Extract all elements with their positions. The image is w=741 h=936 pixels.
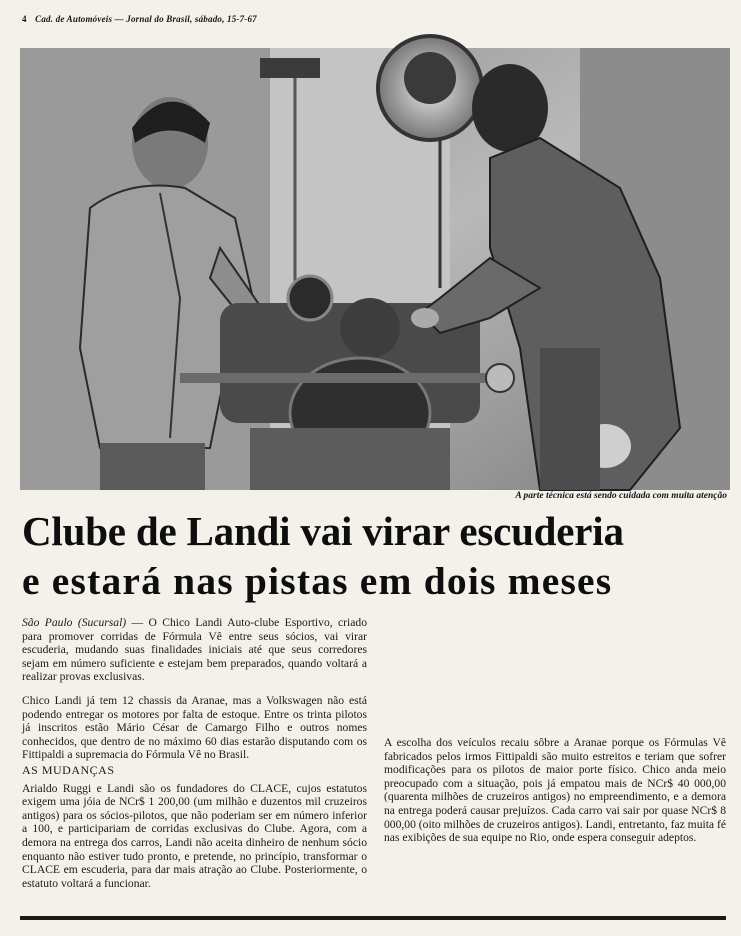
headline-line-1: Clube de Landi vai virar escuderia xyxy=(22,508,624,554)
paragraph-2: Chico Landi já tem 12 chassis da Aranae, mas a Volkswagen não está podendo entregar os motores por falta de estoque. Entre os trinta pilotos já inscritos estão Mário César de Camargo Filho e outros nomes conhecidos, que dentro de no máximo 60 dias estarão disputando com os Fittipaldi a supremacia do Fórmula Vê no Brasil. xyxy=(22,693,367,762)
headline xyxy=(22,506,726,606)
article-column-right xyxy=(384,616,726,855)
paragraph-4: A escolha dos veículos recaiu sôbre a Aranae porque os Fórmulas Vê fabricados pelos irmos Fittipaldi são muito estreitos e teriam que sofrer modificações para os pilotos de maior porte físico. Chico anda meio preocupado com a situação, pois já empatou mais de NCr$ 40 000,00 (quarenta milhões de cruzeiros antigos) no empreendimento, e a demora na entrega poderá causar prejuízos. Cada carro vai sair por quase NCr$ 8 000,00 (oito milhões de cruzeiros antigos). Landi, entretanto, faz muita fé nas exibições de sua equipe no Rio, onde espera conseguir adeptos. xyxy=(384,736,726,845)
header-text: Cad. de Automóveis — Jornal do Brasil, sábado, 15-7-67 xyxy=(35,14,257,24)
photo-caption: A parte técnica está sendo cuidada com muita atenção xyxy=(515,491,727,501)
dateline: São Paulo (Sucursal) xyxy=(22,616,127,629)
paragraph-1-text: — O Chico Landi Auto-clube Esportivo, criado para promover corridas de Fórmula Vê entre seus sócios, vai virar escuderia, mudando suas finalidades iniciais até que seus corredores sejam em número suficiente e estejam bem preparados, quando voltará a realizar provas exclusivas. xyxy=(22,616,367,684)
photograph xyxy=(20,48,730,490)
paragraph-3: Arialdo Ruggi e Landi são os fundadores do CLACE, cujos estatutos exigem uma jóia de NCr$ 1 200,00 (um milhão e duzentos mil cruzeiros antigos) para os sócios-pilotos, que não poderiam ser em número inferior a 100, e participariam de corridas exclusivas do Clube. Agora, com a demora na entrega dos carros, Landi não aceita dinheiro de nenhum sócio enquanto não estiver tudo pronto, e pretende, no princípio, transformar o CLACE em escuderia, para dar mais atração ao Clube. Posteriormente, o estatuto voltará a funcionar. xyxy=(22,781,367,890)
page-header xyxy=(22,14,722,30)
photo-illustration xyxy=(20,48,730,490)
paragraph-1 xyxy=(22,616,367,684)
headline-line-2: e estará nas pistas em dois meses xyxy=(22,559,613,603)
section-subhead: AS MUDANÇAS xyxy=(22,762,115,777)
page-number: 4 xyxy=(22,14,27,24)
bottom-rule xyxy=(20,916,726,920)
article-column-left xyxy=(22,616,367,890)
